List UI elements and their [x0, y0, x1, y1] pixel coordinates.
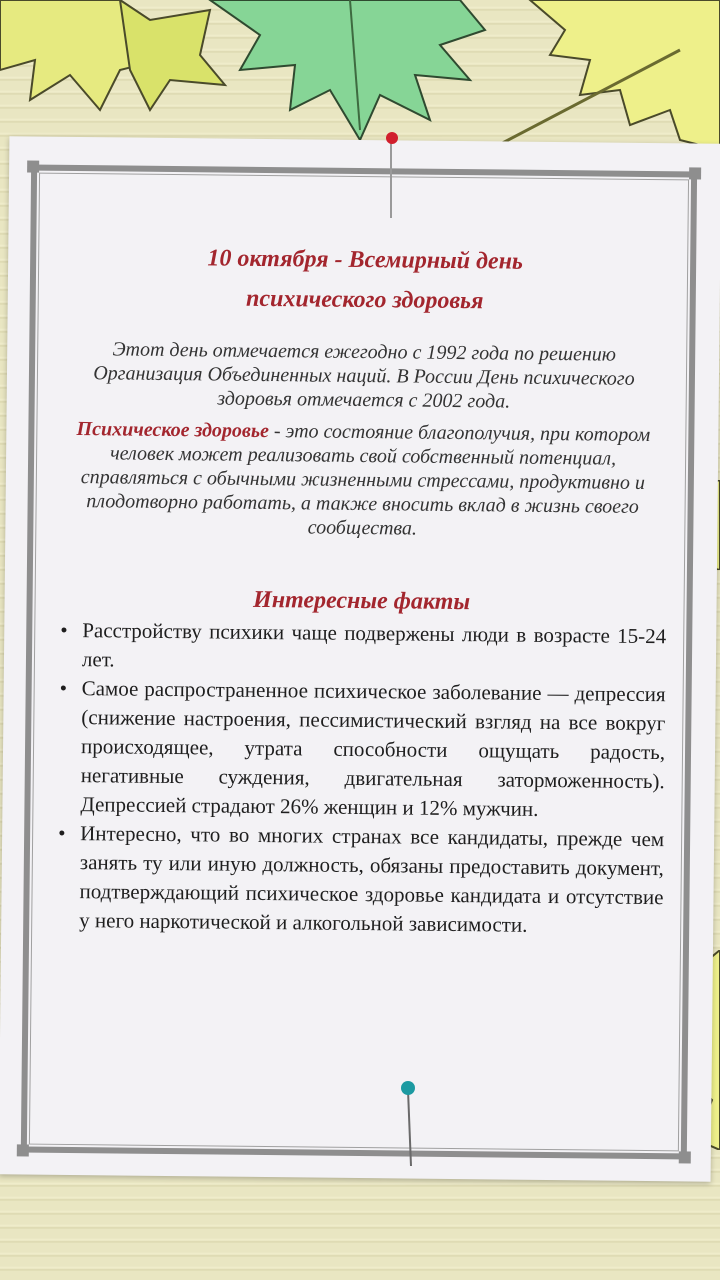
bullet-icon: •	[58, 820, 66, 845]
facts-heading: Интересные факты	[252, 586, 471, 616]
frame-corner-ornament	[27, 160, 39, 172]
bullet-icon: •	[60, 617, 68, 642]
list-item	[54, 674, 665, 825]
list-item	[53, 819, 664, 941]
frame-corner-ornament	[17, 1144, 29, 1156]
yellow-leaf-top-left-icon	[0, 0, 230, 120]
list-item	[56, 616, 667, 680]
bullet-icon: •	[59, 675, 68, 700]
definition-paragraph	[57, 417, 668, 543]
poster-title-line2: психического здоровья	[245, 285, 484, 315]
frame-corner-ornament	[689, 167, 701, 179]
fact-text: Расстройству психики чаще подвержены люди в возрасте 15-24 лет.	[81, 618, 667, 672]
poster-title	[60, 237, 671, 323]
facts-list	[53, 616, 666, 941]
green-leaf-top-icon	[200, 0, 500, 150]
definition-term: Психическое здоровье	[76, 418, 270, 443]
fact-text: Самое распространенное психическое заболевание — депрессия (снижение настроения, пессимистический взгляд на все вокруг происходящее, утрата способности ощущать радость, негативные суждения, двигательная заторможенность). Депрессией страдают 26% женщин и 12% мужчин.	[80, 676, 666, 821]
frame-corner-ornament	[679, 1151, 691, 1163]
definition-text: - это состояние благополучия, при котором человек может реализовать свой собственный потенциал, справляться с обычными жизненными стрессами, продуктивно и плодотворно работать, а также вносить вклад в жизнь своего сообщества.	[80, 420, 651, 540]
red-pin-icon	[384, 130, 400, 220]
poster-content	[53, 237, 670, 941]
poster-sheet	[0, 136, 720, 1181]
teal-pin-icon	[398, 1078, 418, 1168]
intro-paragraph: Этот день отмечается ежегодно с 1992 года по решению Организация Объединенных наций. В России День психического здоровья отмечается с 2002 года.	[93, 338, 635, 413]
poster-title-line1: 10 октября - Всемирный день	[207, 245, 524, 275]
fact-text: Интересно, что во многих странах все кандидаты, прежде чем занять ту или иную должность, обязаны предоставить документ, подтверждающий психическое здоровье кандидата и отсутствие у него наркотической и алкогольной зависимости.	[79, 821, 665, 937]
